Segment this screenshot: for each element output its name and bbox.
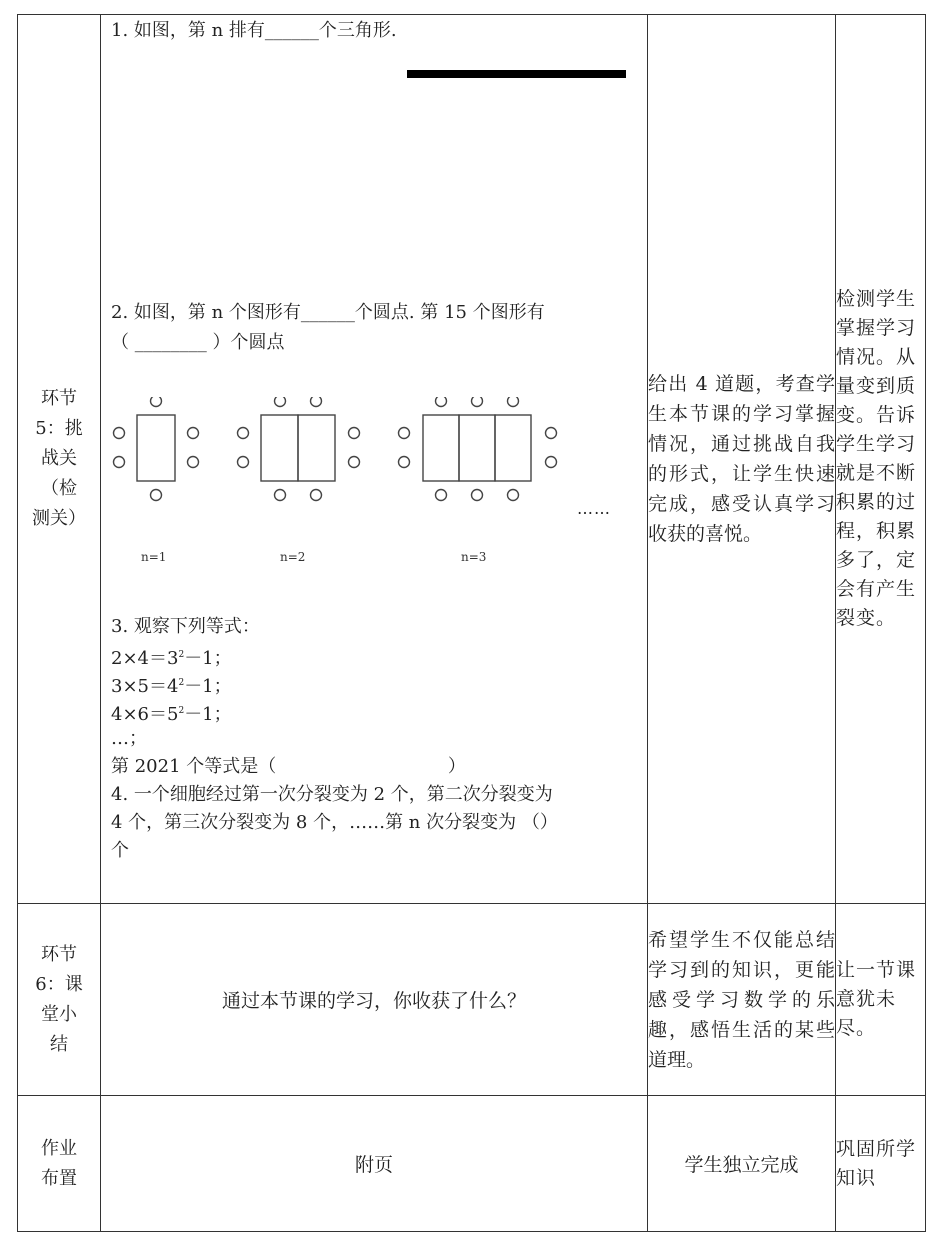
- equation-ellipsis: …；: [111, 728, 147, 749]
- question-4-line2: 4 个，第三次分裂变为 8 个，……第 n 次分裂变为 （）: [111, 812, 558, 833]
- figure-rect: [423, 415, 459, 481]
- homework-purpose: 巩固所学知识: [836, 1096, 926, 1232]
- black-bar-image: [407, 70, 626, 78]
- equation-2: $3\times 5=4^2-1$；: [111, 676, 232, 697]
- figure-dot: [546, 428, 557, 439]
- figure-dot: [472, 490, 483, 501]
- table-row-stage6: [18, 904, 926, 1096]
- stage5-label: 环节 5：挑 战关 （检 测关）: [18, 15, 101, 904]
- homework-content: 附页: [101, 1096, 648, 1232]
- stage5-purpose: 检测学生掌握学习情况。从量变到质变。告诉学生学习就是不断积累的过程，积累多了，定会有产生裂变。: [836, 15, 926, 904]
- homework-label: 作业 布置: [18, 1096, 101, 1232]
- table-row-stage5: [18, 15, 926, 904]
- figure-dot: [436, 490, 447, 501]
- figure-dot: [238, 428, 249, 439]
- figure-dot: [472, 397, 483, 407]
- question-4-line3: 个: [111, 840, 129, 861]
- figure-dot: [399, 428, 410, 439]
- stage6-purpose: 让一节课意犹未尽。: [836, 904, 926, 1096]
- figure-dot: [399, 457, 410, 468]
- stage6-label: 环节 6：课 堂小 结: [18, 904, 101, 1096]
- figure-rect: [459, 415, 495, 481]
- figure-dot: [546, 457, 557, 468]
- figure-dot: [151, 490, 162, 501]
- question-3-title: 3. 观察下列等式：: [111, 616, 260, 637]
- figure-dot: [436, 397, 447, 407]
- figure-rect: [495, 415, 531, 481]
- figure-label-n3: n=3: [461, 550, 487, 564]
- figure-dot: [151, 397, 162, 407]
- figure-dot: [188, 457, 199, 468]
- equation-1: $2\times 4=3^2-1$；: [111, 648, 232, 669]
- question-2-line2: （ ________ ）个圆点: [111, 332, 285, 353]
- question-2-line1: 2. 如图，第 n 个图形有______个圆点. 第 15 个图形有: [111, 302, 545, 323]
- figure-dot: [508, 490, 519, 501]
- stage5-content: [101, 15, 648, 904]
- figure-dot: [275, 490, 286, 501]
- question-3-ask: 第 2021 个等式是（ ）: [111, 756, 466, 777]
- figure-dot: [508, 397, 519, 407]
- dot-pattern-figure: [105, 397, 625, 567]
- figure-rect: [137, 415, 175, 481]
- figure-dot: [349, 428, 360, 439]
- figure-dot: [349, 457, 360, 468]
- figure-rect: [261, 415, 298, 481]
- figure-dot: [188, 428, 199, 439]
- table-row-homework: [18, 1096, 926, 1232]
- stage5-intent: 给出 4 道题，考查学生本节课的学习掌握情况，通过挑战自我的形式，让学生快速完成，感受认真学习收获的喜悦。: [648, 15, 836, 904]
- figure-dot: [114, 457, 125, 468]
- figure-dot: [238, 457, 249, 468]
- figure-ellipsis: ……: [577, 499, 611, 518]
- equation-3: $4\times 6=5^2-1$；: [111, 704, 232, 725]
- stage6-intent: 希望学生不仅能总结学习到的知识，更能感受学习数学的乐趣，感悟生活的某些道理。: [648, 904, 836, 1096]
- question-1: 1. 如图，第 n 排有______个三角形.: [111, 20, 397, 41]
- figure-label-n1: n=1: [141, 550, 167, 564]
- stage6-content: 通过本节课的学习，你收获了什么？: [101, 904, 648, 1096]
- lesson-plan-table: [17, 14, 926, 1232]
- figure-dot: [275, 397, 286, 407]
- figure-dot: [311, 397, 322, 407]
- figure-dot: [114, 428, 125, 439]
- figure-label-n2: n=2: [280, 550, 306, 564]
- homework-intent: 学生独立完成: [648, 1096, 836, 1232]
- question-4-line1: 4. 一个细胞经过第一次分裂变为 2 个，第二次分裂变为: [111, 784, 553, 805]
- figure-dot: [311, 490, 322, 501]
- figure-rect: [298, 415, 335, 481]
